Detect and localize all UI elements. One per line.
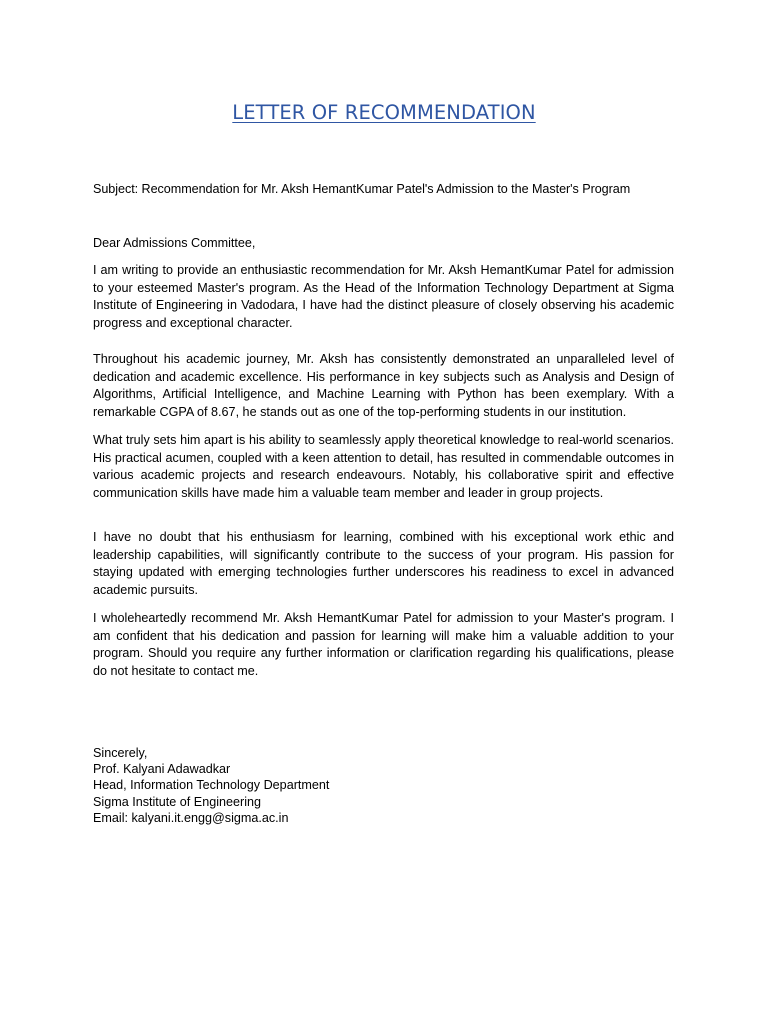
letter-title: LETTER OF RECOMMENDATION xyxy=(232,101,536,124)
signature-closing: Sincerely, xyxy=(93,746,148,760)
paragraph-conclusion: I wholeheartedly recommend Mr. Aksh HemantKumar Patel for admission to your Master's program. I am confident that his dedication and passion for learning will make him a valuable addition to your program. Should you require any further information or clarification regarding his qualifications, please do not hesitate to contact me. xyxy=(93,611,674,678)
signature-institution: Sigma Institute of Engineering xyxy=(93,794,262,809)
signature-email: Email: kalyani.it.engg@sigma.ac.in xyxy=(93,810,289,825)
paragraph-introduction: I am writing to provide an enthusiastic recommendation for Mr. Aksh HemantKumar Patel for admission to your esteemed Master's program. As the Head of the Information Technology Department at Sigma Institute of Engineering in Vadodara, I have had the distinct pleasure of closely observing his academic progress and exceptional character. xyxy=(93,263,674,330)
paragraph-practical-skills: What truly sets him apart is his ability to seamlessly apply theoretical knowledge to real-world scenarios. His practical acumen, coupled with a keen attention to detail, has resulted in commendable outcomes in various academic projects and research endeavours. Notably, his collaborative spirit and effective communication skills have made him a valuable team member and leader in group projects. xyxy=(93,433,674,500)
salutation: Dear Admissions Committee, xyxy=(93,236,256,250)
signature-block xyxy=(93,745,493,826)
paragraph-enthusiasm: I have no doubt that his enthusiasm for learning, combined with his exceptional work ethic and leadership capabilities, will significantly contribute to the success of your program. His passion for staying updated with emerging technologies further underscores his readiness to excel in advanced academic pursuits. xyxy=(93,530,674,597)
subject-line: Subject: Recommendation for Mr. Aksh HemantKumar Patel's Admission to the Master's Program xyxy=(93,182,631,196)
signature-position: Head, Information Technology Department xyxy=(93,778,330,793)
signature-name: Prof. Kalyani Adawadkar xyxy=(93,762,231,777)
paragraph-academic-journey: Throughout his academic journey, Mr. Aksh has consistently demonstrated an unparalleled level of dedication and academic excellence. His performance in key subjects such as Analysis and Design of Algorithms, Artificial Intelligence, and Machine Learning with Python has been exemplary. With a remarkable CGPA of 8.67, he stands out as one of the top-performing students in our institution. xyxy=(93,352,674,419)
